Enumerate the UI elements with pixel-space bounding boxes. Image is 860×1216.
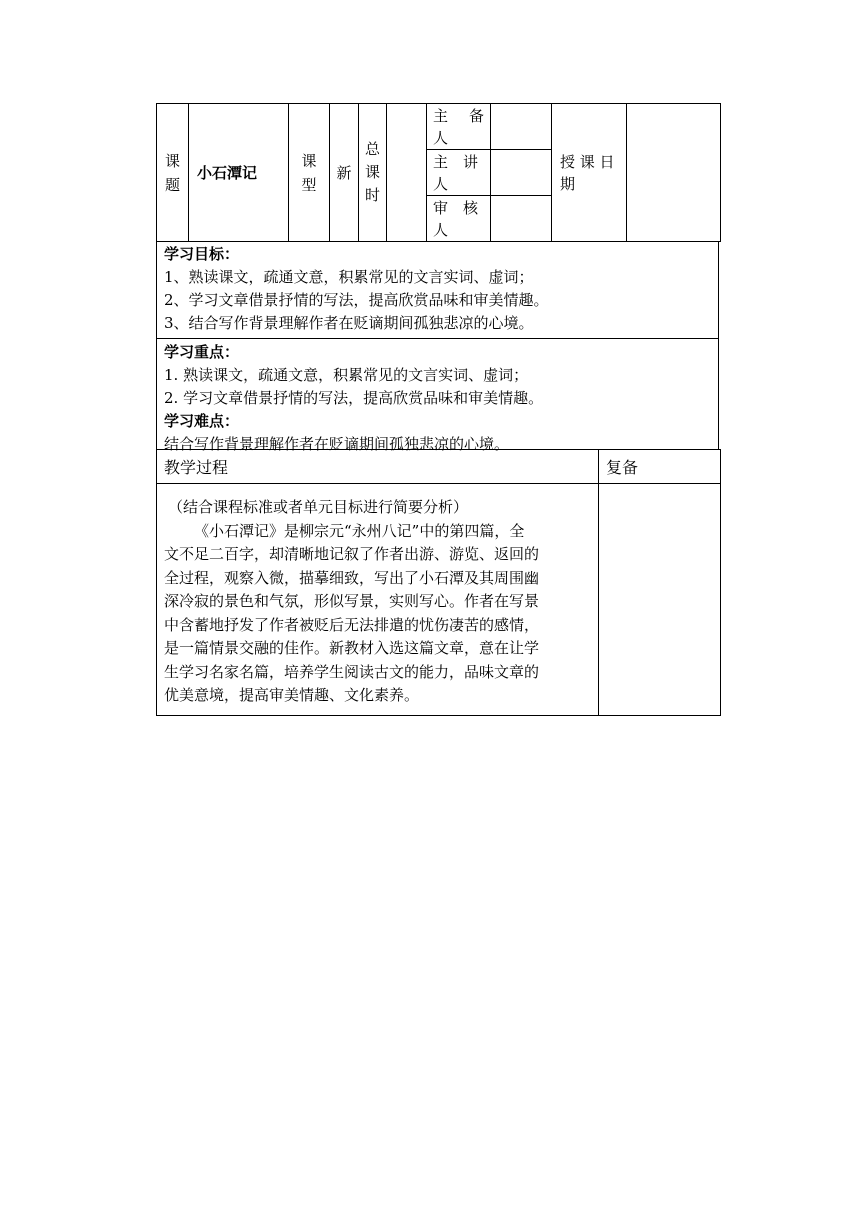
hours-label: 总课时 — [364, 140, 380, 204]
objective-item: 2、学习文章借景抒情的写法，提高欣赏品味和审美情趣。 — [164, 291, 549, 309]
analysis-line: （结合课程标准或者单元目标进行简要分析） — [168, 498, 469, 516]
date-label: 授 课 日 期 — [552, 104, 627, 242]
focus-heading: 学习重点： — [164, 343, 240, 361]
lecturer-value — [491, 150, 552, 196]
lecturer-label: 主 讲 人 — [427, 150, 491, 196]
analysis-line: 深冷寂的景色和气氛，形似写景，实则写心。作者在写景 — [164, 592, 540, 610]
process-table — [156, 449, 721, 716]
type-label-cell — [289, 104, 330, 242]
type-label: 课型 — [301, 151, 317, 194]
analysis-line: 是一篇情景交融的佳作。新教材入选这篇文章，意在让学 — [164, 639, 540, 657]
analysis-line: 文不足二百字，却清晰地记叙了作者出游、游览、返回的 — [164, 545, 540, 563]
date-value — [627, 104, 721, 242]
process-label: 教学过程 — [157, 450, 599, 484]
analysis-line: 全过程，观察入微，描摹细致，写出了小石潭及其周围幽 — [164, 568, 540, 587]
objective-item: 3、结合写作背景理解作者在贬谪期间孤独悲凉的心境。 — [164, 314, 534, 332]
objective-item: 1、熟读课文，疏通文意，积累常见的文言实词、虚词； — [164, 268, 534, 286]
review-notes — [599, 484, 721, 716]
process-analysis — [157, 484, 599, 716]
analysis-line: 优美意境，提高审美情趣、文化素养。 — [164, 686, 420, 704]
topic-label-cell — [157, 104, 189, 242]
objectives-heading: 学习目标： — [164, 245, 240, 263]
type-value: 新 — [330, 104, 359, 242]
topic-title: 小石潭记 — [189, 104, 289, 242]
focus-section — [156, 339, 719, 453]
lesson-header-table — [156, 103, 721, 242]
analysis-line: 中含蓄地抒发了作者被贬后无法排遣的忧伤凄苦的感情， — [164, 615, 540, 634]
preparer-value — [491, 104, 552, 150]
review-label: 复备 — [599, 450, 721, 484]
difficulty-heading: 学习难点： — [164, 412, 240, 430]
reviewer-label: 审 核 人 — [427, 196, 491, 242]
focus-item: 2. 学习文章借景抒情的写法，提高欣赏品味和审美情趣。 — [164, 389, 544, 407]
hours-label-cell — [359, 104, 387, 242]
reviewer-value — [491, 196, 552, 242]
preparer-label: 主 备 人 — [427, 104, 491, 150]
hours-value — [387, 104, 427, 242]
focus-item: 1. 熟读课文，疏通文意，积累常见的文言实词、虚词； — [164, 366, 529, 384]
difficulty-text: 结合写作背景理解作者在贬谪期间孤独悲凉的心境。 — [164, 435, 510, 453]
objectives-section — [156, 241, 719, 339]
topic-label: 课题 — [164, 151, 180, 194]
analysis-line: 《小石潭记》是柳宗元“永州八记”中的第四篇，全 — [194, 521, 525, 540]
analysis-line: 生学习名家名篇，培养学生阅读古文的能力，品味文章的 — [164, 662, 540, 681]
